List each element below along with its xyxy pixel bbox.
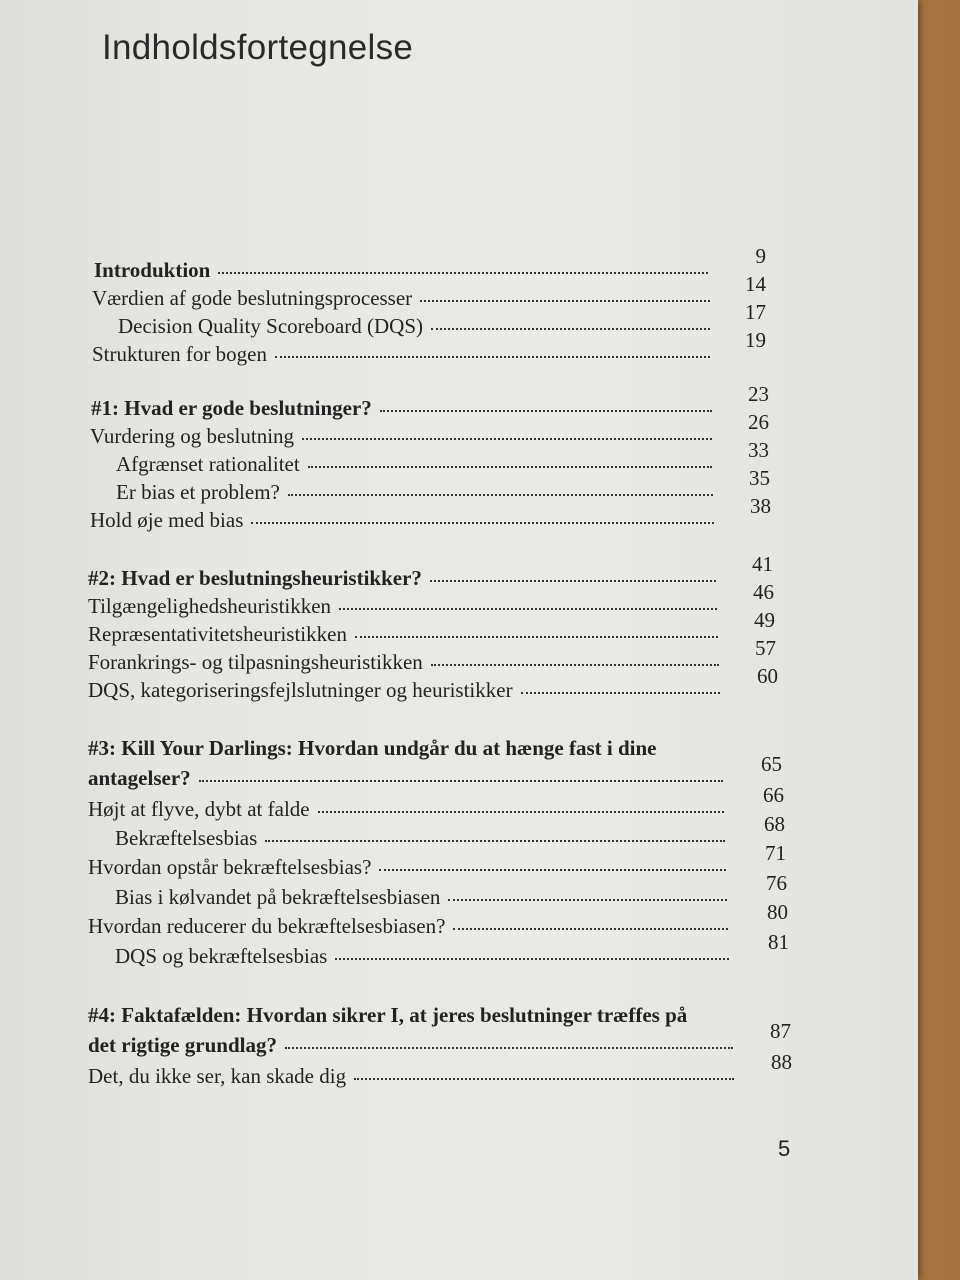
dot-leader	[431, 664, 719, 666]
dot-leader	[218, 272, 708, 274]
toc-entry-title: Det, du ikke ser, kan skade dig	[88, 1064, 347, 1088]
toc-entry-title: Hvordan opstår bekræftelsesbias?	[88, 855, 372, 879]
toc-entry-title: DQS, kategoriseringsfejlslutninger og heuristikker	[88, 678, 513, 702]
toc-entry	[88, 855, 734, 880]
toc-page-number: 81	[768, 930, 789, 954]
toc-entry-title: Repræsentativitetsheuristikken	[88, 622, 347, 646]
toc-page-number: 35	[749, 466, 770, 490]
toc-page-number: 60	[757, 664, 778, 688]
toc-page-number: 23	[748, 382, 769, 406]
toc-entry-title: Hvordan reducerer du bekræftelsesbiasen?	[88, 914, 446, 938]
dot-leader	[302, 438, 712, 440]
toc-page-number: 9	[755, 244, 766, 268]
toc-page-number: 38	[750, 494, 771, 518]
toc-entry-title: Værdien af gode beslutningsprocesser	[92, 286, 413, 310]
dot-leader	[275, 356, 710, 358]
toc-page-number: 87	[770, 1019, 791, 1043]
toc-entry	[88, 678, 728, 703]
toc-entry	[88, 1064, 742, 1089]
dot-leader	[339, 608, 717, 610]
toc-entry	[91, 396, 720, 421]
toc-entry	[88, 566, 724, 591]
toc-page-number: 88	[771, 1050, 792, 1074]
toc-entry-title: Decision Quality Scoreboard (DQS)	[118, 314, 424, 338]
toc-entry-title: antagelser?	[88, 766, 191, 790]
toc-page-number: 14	[745, 272, 766, 296]
dot-leader	[431, 328, 710, 330]
toc-page-number: 57	[755, 636, 776, 660]
toc-entry	[115, 885, 735, 910]
toc-entry	[115, 826, 733, 851]
toc-entry-title: DQS og bekræftelsesbias	[115, 944, 328, 968]
toc-entry	[88, 766, 731, 791]
dot-leader	[448, 899, 727, 901]
dot-leader	[380, 410, 712, 412]
toc-entry	[92, 342, 718, 367]
toc-page-number: 49	[754, 608, 775, 632]
dot-leader	[288, 494, 713, 496]
dot-leader	[521, 692, 720, 694]
toc-page-number: 46	[753, 580, 774, 604]
toc-entry-title: Introduktion	[94, 258, 211, 282]
toc-entry	[88, 914, 736, 939]
toc-page-number: 26	[748, 410, 769, 434]
dot-leader	[420, 300, 710, 302]
toc-entry-title: Afgrænset rationalitet	[116, 452, 300, 476]
toc-entry-title: Tilgængelighedsheuristikken	[88, 594, 332, 618]
toc-entry-title: Højt at flyve, dybt at falde	[88, 797, 310, 821]
toc-page-number: 33	[748, 438, 769, 462]
toc-entry	[88, 797, 732, 822]
toc-page-number: 17	[745, 300, 766, 324]
toc-entry	[90, 508, 722, 533]
toc-entry-title: Forankrings- og tilpasningsheuristikken	[88, 650, 423, 674]
dot-leader	[318, 811, 724, 813]
dot-leader	[379, 869, 726, 871]
dot-leader	[199, 780, 723, 782]
dot-leader	[453, 928, 728, 930]
toc-entry-title: Er bias et problem?	[116, 480, 280, 504]
toc-entry	[88, 594, 725, 619]
toc-entry	[88, 622, 726, 647]
toc-entry	[118, 314, 718, 339]
toc-entry-title: Hold øje med bias	[90, 508, 244, 532]
toc-page-number: 41	[752, 552, 773, 576]
toc-entry	[116, 452, 720, 477]
page-title: Indholdsfortegnelse	[102, 28, 414, 67]
toc-page-number: 19	[745, 328, 766, 352]
dot-leader	[355, 636, 718, 638]
toc-page-number: 68	[764, 812, 785, 836]
page-number: 5	[778, 1136, 791, 1161]
toc-entry	[116, 480, 721, 505]
dot-leader	[265, 840, 725, 842]
toc-entry-title-line: #4: Faktafælden: Hvordan sikrer I, at jeres beslutninger træffes på	[88, 1003, 688, 1027]
dot-leader	[251, 522, 714, 524]
toc-entry	[88, 1033, 741, 1058]
toc-entry-title: Bias i kølvandet på bekræftelsesbiasen	[115, 885, 441, 909]
toc-entry	[90, 424, 720, 449]
dot-leader	[285, 1047, 733, 1049]
toc-page-number: 71	[765, 841, 786, 865]
dot-leader	[335, 958, 729, 960]
toc-entry-title: Bekræftelsesbias	[115, 826, 258, 850]
toc-page-number: 76	[766, 871, 787, 895]
toc-entry-title: #2: Hvad er beslutningsheuristikker?	[88, 566, 422, 590]
toc-entry	[94, 258, 716, 283]
toc-page-number: 80	[767, 900, 788, 924]
dot-leader	[308, 466, 712, 468]
dot-leader	[430, 580, 716, 582]
toc-entry-title: det rigtige grundlag?	[88, 1033, 277, 1057]
toc-entry-title: #1: Hvad er gode beslutninger?	[91, 396, 372, 420]
toc-page-number: 65	[761, 752, 782, 776]
toc-entry	[115, 944, 737, 969]
toc-entry-title: Vurdering og beslutning	[90, 424, 295, 448]
toc-entry-title-line: #3: Kill Your Darlings: Hvordan undgår du at hænge fast i dine	[88, 736, 657, 760]
toc-entry	[88, 650, 727, 675]
toc-page-number: 66	[763, 783, 784, 807]
toc-entry	[92, 286, 718, 311]
dot-leader	[354, 1078, 734, 1080]
toc-entry-title: Strukturen for bogen	[92, 342, 267, 366]
